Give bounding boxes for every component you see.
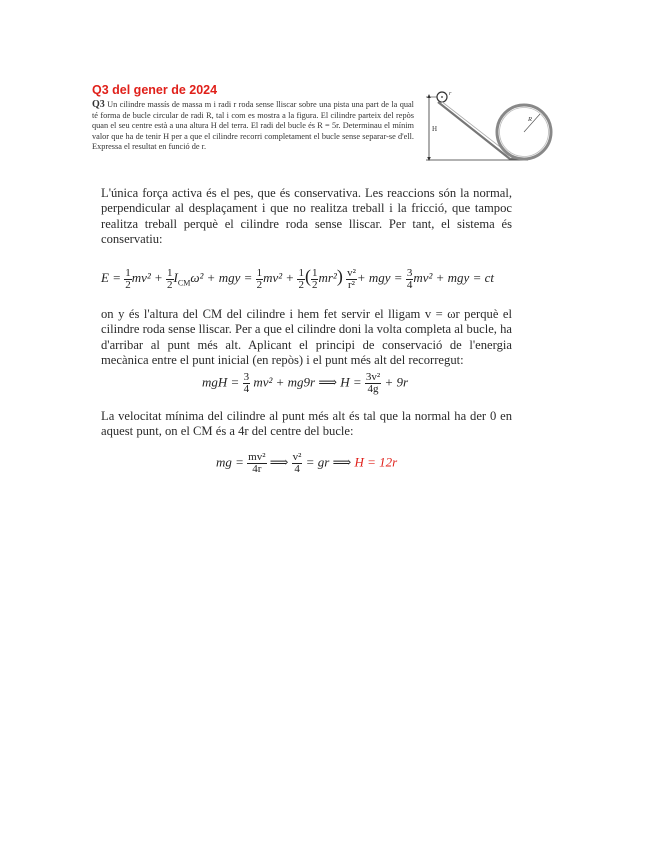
eq3-result: H = 12r xyxy=(354,454,398,470)
ramp-track xyxy=(438,102,524,159)
eq1-frac2: $\frac{1}{2}$ xyxy=(167,266,173,291)
height-arrow-top xyxy=(427,94,431,98)
paragraph-min-velocity: La velocitat mínima del cilindre al punt més alt és tal que la normal ha der 0 en aquest punt, on el CM és a 4r del centre del bucle: xyxy=(101,409,512,439)
problem-statement xyxy=(92,100,414,153)
eq2-frac1: $\frac{3}{4}$ xyxy=(243,371,250,395)
eq1-frac6: $\frac{3}{4}$ xyxy=(406,266,413,291)
paragraph-conservation: L'única força activa és el pes, que és conservativa. Les reaccions són la normal, perpendicular al desplaçament i que no realitza treball i la fricció, que tampoc realitza treball perquè el cilindre roda sense lliscar. Per tant, el sistema és conservatiu: xyxy=(101,186,512,247)
eq1-frac4: $\frac{1}{2}$ xyxy=(298,266,304,291)
energy-equation xyxy=(101,266,494,291)
eq2-frac2: $\frac{\text{3v²}}{4g}$ xyxy=(365,371,381,395)
page-heading: Q3 del gener de 2024 xyxy=(92,83,218,97)
eq3-lhs: mg = xyxy=(216,454,244,470)
eq1-term2-after: ω² + mgy = xyxy=(190,270,253,285)
loop-track-figure xyxy=(424,88,554,164)
eq1-lhs: E = xyxy=(101,270,121,285)
eq1-frac1: $\frac{1}{2}$ xyxy=(125,266,131,291)
figure-label-r: r xyxy=(449,91,452,97)
paragraph-constraint: on y és l'altura del CM del cilindre i hem fet servir el lligam v = ωr perquè el cilindre roda sense lliscar. Per a que el cilindre doni la volta completa al bucle, ha d'arribar al punt més alt. Aplicant el principi de conservació de l'energia mecànica entre el punt inicial (en repòs) i el punt més alt del recorregut: xyxy=(101,307,512,368)
eq1-term1: mv² + xyxy=(131,270,163,285)
eq1-frac5: $\frac{\text{v²}}{\text{r²}}$ xyxy=(347,266,356,291)
eq3-implies: ⟹ xyxy=(269,454,289,470)
eq1-frac4-inner: $\frac{1}{2}$ xyxy=(311,266,318,291)
cylinder-center xyxy=(441,96,443,98)
eq1-term4-inner: mr² xyxy=(318,270,337,285)
eq3-frac2: $\frac{\text{v²}}{4}$ xyxy=(292,451,302,475)
height-equation xyxy=(202,372,408,395)
problem-number: Q3 xyxy=(92,99,105,110)
loop-radius-line xyxy=(524,114,540,132)
figure-label-H: H xyxy=(432,125,438,133)
eq1-term4-after: + mgy = xyxy=(356,270,403,285)
eq1-term3: mv² + xyxy=(263,270,295,285)
eq3-middle: = gr ⟹ xyxy=(305,454,352,470)
problem-text: Un cilindre massís de massa m i radi r roda sense lliscar sobre una pista una part de la qual té forma de bucle circular de radi R, tal i com es mostra a la figura. El cilindre parteix del repòs quan el seu centre està a una altura H del terra. El radi del bucle és R = 5r. Determinau el mínim valor que ha de tenir H per a que el cilindre recorri completament el bucle sense separar-se d'ell. Expressa el resultat en funció de r. xyxy=(92,100,414,152)
eq2-lhs: mgH = xyxy=(202,374,240,390)
eq1-term2: I xyxy=(173,270,178,285)
eq1-term5: mv² + mgy = ct xyxy=(413,270,494,285)
eq1-paren-close: ) xyxy=(336,266,343,286)
figure-label-R: R xyxy=(528,116,532,123)
eq1-frac3: $\frac{1}{2}$ xyxy=(256,266,263,291)
eq2-rhs: + 9r xyxy=(384,374,409,390)
eq1-sub-cm: CM xyxy=(177,278,191,288)
eq3-frac1: $\frac{\text{mv²}}{4r}$ xyxy=(248,451,266,475)
velocity-equation xyxy=(216,452,397,475)
eq2-middle: mv² + mg9r ⟹ H = xyxy=(253,374,362,390)
eq1-paren-open: ( xyxy=(304,266,311,286)
